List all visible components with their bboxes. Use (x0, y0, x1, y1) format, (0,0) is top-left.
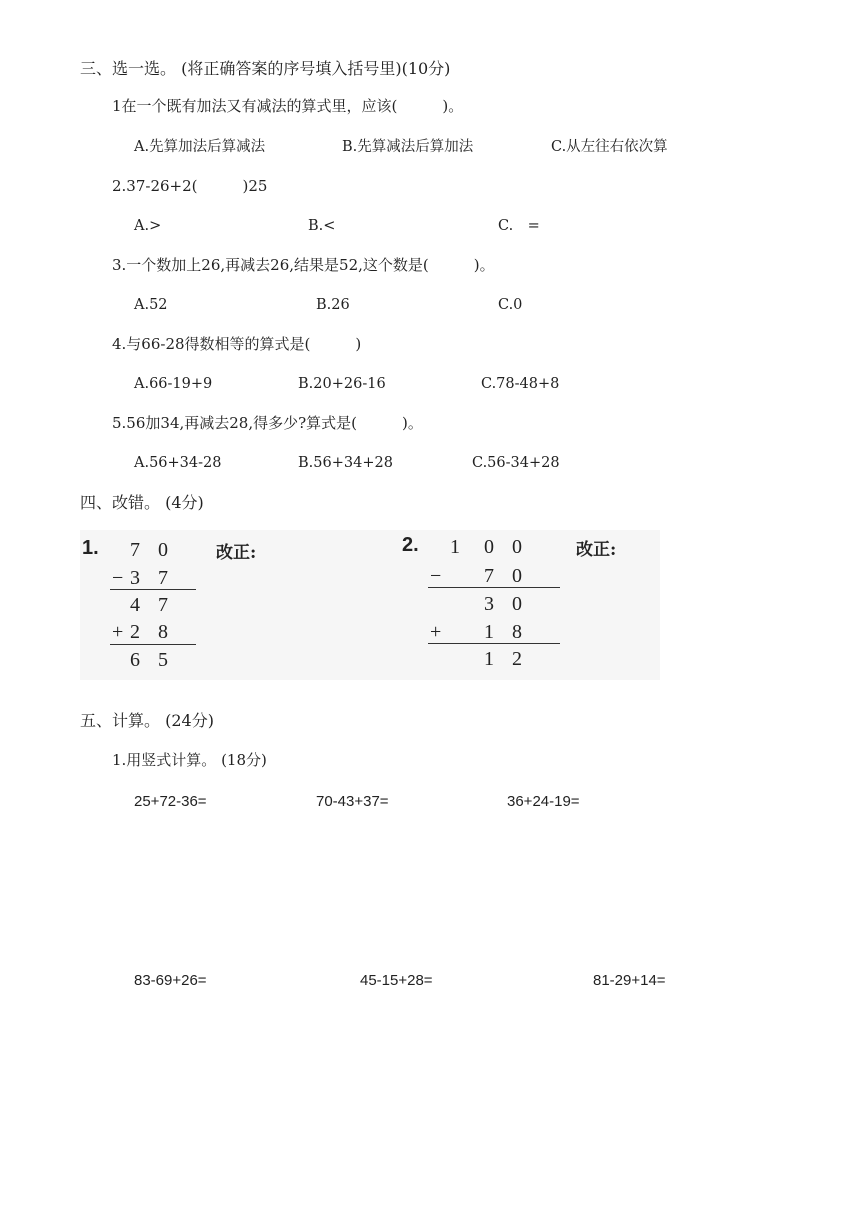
p1-row5-d1: 6 (130, 649, 140, 671)
p2-row5-d3: 2 (512, 648, 522, 670)
p2-row2-d3: 0 (512, 565, 522, 587)
p2-line-1 (428, 587, 560, 588)
section-5-title: 五、计算。 (24分) (80, 711, 214, 730)
p1-line-2 (110, 644, 196, 645)
question-5-option-c: C.56-34+28 (472, 455, 560, 471)
section-3-title: 三、选一选。 (将正确答案的序号填入括号里)(10分) (80, 59, 451, 78)
calc-expression-4: 83-69+26= (134, 972, 207, 989)
p2-row2-sign: − (430, 565, 442, 587)
question-5-option-a: A.56+34-28 (134, 455, 222, 471)
question-5-option-b: B.56+34+28 (298, 455, 393, 471)
error-correction-figure (80, 530, 660, 680)
question-1-option-b: B.先算减法后算加法 (342, 139, 474, 155)
problem-1-correction-label: 改正: (216, 543, 257, 563)
p1-row1-d1: 7 (130, 539, 140, 561)
p1-row3-d2: 7 (158, 594, 168, 616)
question-4-option-a: A.66-19+9 (134, 376, 213, 392)
question-4-option-c: C.78-48+8 (481, 376, 560, 392)
p2-row1-d3: 0 (512, 536, 522, 558)
calc-expression-3: 36+24-19= (507, 793, 580, 810)
question-1-stem: 1在一个既有加法又有减法的算式里，应该( )。 (112, 97, 464, 115)
p2-line-2 (428, 643, 560, 644)
problem-2-correction-label: 改正: (576, 540, 617, 560)
question-2-option-c: C. = (498, 218, 540, 234)
calc-expression-2: 70-43+37= (316, 793, 389, 810)
question-1-option-a: A.先算加法后算减法 (134, 139, 266, 155)
p1-row4-d2: 8 (158, 621, 168, 643)
question-2-stem: 2.37-26+2( )25 (112, 177, 268, 195)
p2-row3-d3: 0 (512, 593, 522, 615)
section-5-sub-1: 1.用竖式计算。 (18分) (112, 751, 267, 769)
p1-row4-d1: 2 (130, 621, 140, 643)
p1-row1-d2: 0 (158, 539, 168, 561)
question-5-stem: 5.56加34,再减去28,得多少?算式是( )。 (112, 414, 423, 432)
p2-row1-d2: 0 (484, 536, 494, 558)
p1-row2-d2: 7 (158, 567, 168, 589)
calc-expression-6: 81-29+14= (593, 972, 666, 989)
section-4-title: 四、改错。 (4分) (80, 493, 204, 512)
problem-2-label: 2. (402, 534, 419, 556)
question-2-option-b: B.< (308, 218, 336, 234)
question-4-option-b: B.20+26-16 (298, 376, 386, 392)
question-1-option-c: C.从左往右依次算 (551, 139, 668, 155)
question-3-option-a: A.52 (134, 297, 168, 313)
p1-row2-d1: 3 (130, 567, 140, 589)
p2-row4-d3: 8 (512, 621, 522, 643)
question-3-stem: 3.一个数加上26,再减去26,结果是52,这个数是( )。 (112, 256, 495, 274)
p2-row4-sign: + (430, 621, 442, 643)
p1-row4-sign: + (112, 621, 124, 643)
calc-expression-5: 45-15+28= (360, 972, 433, 989)
p2-row5-d2: 1 (484, 648, 494, 670)
p1-row3-d1: 4 (130, 594, 140, 616)
p2-row3-d2: 3 (484, 593, 494, 615)
calc-expression-1: 25+72-36= (134, 793, 207, 810)
question-3-option-b: B.26 (316, 297, 350, 313)
p2-row4-d2: 1 (484, 621, 494, 643)
p1-row5-d2: 5 (158, 649, 168, 671)
question-3-option-c: C.0 (498, 297, 523, 313)
question-4-stem: 4.与66-28得数相等的算式是( ) (112, 335, 362, 353)
p2-row1-d1: 1 (450, 536, 460, 558)
p1-line-1 (110, 589, 196, 590)
p2-row2-d2: 7 (484, 565, 494, 587)
p1-row2-sign: − (112, 567, 124, 589)
question-2-option-a: A.> (134, 218, 162, 234)
problem-1-label: 1. (82, 537, 99, 559)
